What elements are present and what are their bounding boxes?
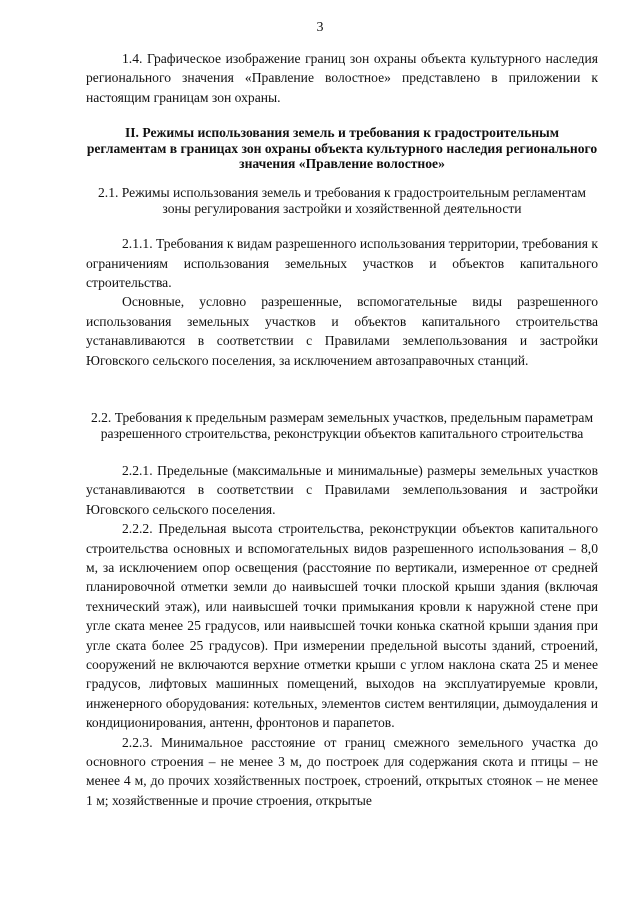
paragraph-2-2-2: 2.2.2. Предельная высота строительства, реконструкции объектов капитального строительства основных и вспомогательных видов разрешенного использования – 8,0 м, за исключением опор освещения (расстояние по вертикали, измеренное от средней планировочной отметки земли до наивысшей точки плоской крыши здания (включая технический этаж), или наивысшей точки примыкания кровли к наружной стене при угле ската менее 25 градусов, или наивысшей точки конька скатной крыши здания при угле ската более 25 градусов). При измерении предельной высоты зданий, строений, сооружений не включаются верхние отметки крыши с углом наклона ската 25 и менее градусов, лифтовых машинных помещений, выходов на эксплуатируемые кровли, инженерного оборудования: котельных, элементов систем вентиляции, дымоудаления и кондиционирования, антенн, фронтонов и парапетов.	[86, 521, 598, 731]
section-2-1-heading: 2.1. Режимы использования земель и требования к градостроительным регламентам зоны регулирования застройки и хозяйственной деятельности	[98, 185, 586, 216]
paragraph-2-1-1-b: Основные, условно разрешенные, вспомогательные виды разрешенного использования земельных участков и объектов капитального строительства устанавливаются в соответствии с Правилами землепользования и застройки Юговского сельского поселения, за исключением автозаправочных станций.	[86, 294, 598, 368]
section-2-heading: II. Режимы использования земель и требования к градостроительным регламентам в границах зон охраны объекта культурного наследия регионального значения «Правление волостное»	[86, 125, 598, 172]
page-number: 3	[316, 20, 324, 35]
section-2-2-heading: 2.2. Требования к предельным размерам земельных участков, предельным параметрам разрешенного строительства, реконструкции объектов капитального строительства	[90, 410, 594, 441]
paragraph-2-2-3: 2.2.3. Минимальное расстояние от границ смежного земельного участка до основного строения – не менее 3 м, до построек для содержания скота и птицы – не менее 4 м, до прочих хозяйственных построек, строений, открытых стоянок – не менее 1 м; хозяйственные и прочие строения, открытые	[86, 734, 598, 808]
document-body	[86, 49, 598, 810]
paragraph-2-1-1: 2.1.1. Требования к видам разрешенного использования территории, требования к ограничениям использования земельных участков и объектов капитального строительства.	[86, 236, 598, 291]
paragraph-1-4: 1.4. Графическое изображение границ зон охраны объекта культурного наследия регионального значения «Правление волостное» представлено в приложении к настоящим границам зон охраны.	[86, 51, 598, 105]
paragraph-2-2-1: 2.2.1. Предельные (максимальные и минимальные) размеры земельных участков устанавливаются в соответствии с Правилами землепользования и застройки Юговского сельского поселения.	[86, 462, 598, 517]
